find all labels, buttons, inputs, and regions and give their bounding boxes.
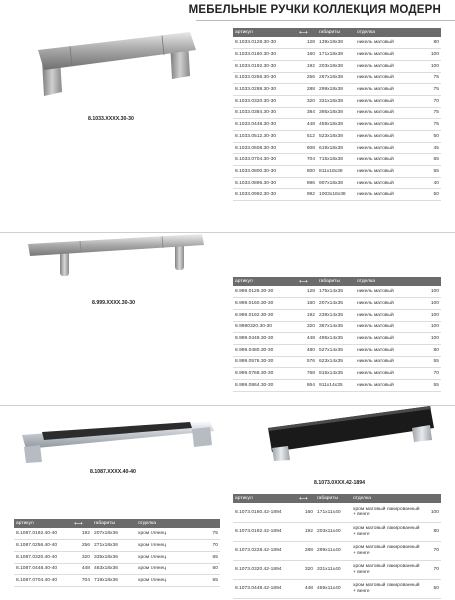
dimensions-cell: 495x14x35 xyxy=(317,333,355,345)
finish-cell: никель матовый xyxy=(355,298,421,310)
article-cell: 8.1033.0384.30-30 xyxy=(233,107,297,119)
finish-cell: хром матовый лакированный + венге xyxy=(351,503,423,522)
article-cell: 8.999.0448.30-30 xyxy=(233,333,297,345)
table-row xyxy=(233,84,441,96)
table-row xyxy=(233,560,441,579)
finish-cell: никель матовый xyxy=(355,84,421,96)
article-cell: 8.999.0160.30-30 xyxy=(233,298,297,310)
pack-qty-cell: 75 xyxy=(421,107,441,119)
article-cell: 8.999.0768.30-30 xyxy=(233,368,297,380)
centre-distance-cell: 288 xyxy=(297,84,317,96)
table-row xyxy=(233,166,441,178)
finish-cell: никель матовый xyxy=(355,37,421,49)
finish-cell: хром глянец xyxy=(136,528,202,540)
article-cell: 8.1033.0192.30-30 xyxy=(233,60,297,72)
pack-qty-cell: 100 xyxy=(421,309,441,321)
centre-distance-cell: 128 xyxy=(297,37,317,49)
finish-cell: никель матовый xyxy=(355,177,421,189)
centre-distance-cell: 320 xyxy=(72,551,92,563)
pack-qty-cell: 100 xyxy=(421,321,441,333)
finish-cell: никель матовый xyxy=(355,119,421,131)
dimensions-cell: 719x18x36 xyxy=(92,575,136,587)
dimensions-cell: 299x18x38 xyxy=(317,84,355,96)
centre-distance-cell: 160 xyxy=(297,503,315,522)
table-row xyxy=(14,563,220,575)
table-row xyxy=(233,60,441,72)
centre-distance-cell: 320 xyxy=(297,95,317,107)
dimensions-cell: 1003x18x38 xyxy=(317,189,355,201)
centre-distance-cell: 160 xyxy=(297,298,317,310)
dimensions-cell: 139x18x38 xyxy=(317,37,355,49)
table-row xyxy=(233,131,441,143)
finish-cell: хром глянец xyxy=(136,551,202,563)
article-cell: 8.1033.0320.30-30 xyxy=(233,95,297,107)
finish-cell: никель матовый xyxy=(355,356,421,368)
centre-distance-cell: 384 xyxy=(297,107,317,119)
table-row xyxy=(233,107,441,119)
dimensions-cell: 331x11x40 xyxy=(315,560,351,579)
article-cell: 8.1087.0320.40-40 xyxy=(14,551,72,563)
collection-caption-999: 8.999.XXXX.30-30 xyxy=(92,300,135,306)
collection-caption-1033: 8.1033.XXXX.30-30 xyxy=(88,116,134,122)
dimensions-cell: 171x18x38 xyxy=(317,49,355,61)
finish-cell: никель матовый xyxy=(355,166,421,178)
dimensions-cell: 527x14x35 xyxy=(317,344,355,356)
article-cell: 8.1033.0128.30-30 xyxy=(233,37,297,49)
dimensions-cell: 619x18x38 xyxy=(317,142,355,154)
pack-qty-cell: 80 xyxy=(421,344,441,356)
pack-qty-cell: 75 xyxy=(421,72,441,84)
handle-image-999 xyxy=(22,232,212,282)
dimensions-cell: 335x18x36 xyxy=(92,551,136,563)
finish-cell: никель матовый xyxy=(355,107,421,119)
dimensions-cell: 623x14x35 xyxy=(317,356,355,368)
finish-cell: хром матовый лакированный + венге xyxy=(351,541,423,560)
article-cell: 8.999.0192.30-30 xyxy=(233,309,297,321)
finish-cell: никель матовый xyxy=(355,60,421,72)
table-row xyxy=(233,380,441,392)
article-cell: 8.999.0576.30-30 xyxy=(233,356,297,368)
spec-table-1073 xyxy=(233,494,441,599)
table-row xyxy=(233,579,441,598)
handle-image-1033 xyxy=(30,30,205,100)
col-dims: габариты xyxy=(315,494,351,503)
article-cell: 8.1033.0288.30-30 xyxy=(233,84,297,96)
centre-distance-cell: 448 xyxy=(297,579,315,598)
article-cell: 8.999.0480.30-30 xyxy=(233,344,297,356)
col-finish: отделка xyxy=(351,494,423,503)
table-row xyxy=(233,154,441,166)
article-cell: 8.1073.0448.42-1894 xyxy=(233,579,297,598)
table-row xyxy=(233,286,441,298)
pack-qty-cell: 55 xyxy=(421,154,441,166)
finish-cell: никель матовый xyxy=(355,142,421,154)
dimensions-cell: 175x14x35 xyxy=(317,286,355,298)
article-cell: 8.1033.0800.30-30 xyxy=(233,166,297,178)
dimensions-cell: 331x18x38 xyxy=(317,95,355,107)
table-row xyxy=(14,575,220,587)
table-row xyxy=(233,119,441,131)
col-centre-icon: ⟷ xyxy=(72,519,92,528)
col-pack xyxy=(202,519,220,528)
centre-distance-cell: 896 xyxy=(297,177,317,189)
finish-cell: никель матовый xyxy=(355,368,421,380)
article-cell: 8.999.0128.30-30 xyxy=(233,286,297,298)
pack-qty-cell: 50 xyxy=(421,131,441,143)
table-row xyxy=(233,72,441,84)
dimensions-cell: 203x18x38 xyxy=(317,60,355,72)
finish-cell: хром матовый лакированный + венге xyxy=(351,560,423,579)
dimensions-cell: 267x18x38 xyxy=(317,72,355,84)
table-row xyxy=(233,298,441,310)
handle-image-1087 xyxy=(18,415,218,465)
dimensions-cell: 171x11x40 xyxy=(315,503,351,522)
col-finish: отделка xyxy=(355,277,421,286)
dimensions-cell: 367x14x35 xyxy=(317,321,355,333)
table-row xyxy=(233,309,441,321)
pack-qty-cell: 70 xyxy=(202,540,220,552)
spec-table-1033 xyxy=(233,28,441,201)
centre-distance-cell: 288 xyxy=(297,541,315,560)
article-cell: 8.1087.0704.40-40 xyxy=(14,575,72,587)
finish-cell: никель матовый xyxy=(355,131,421,143)
centre-distance-cell: 704 xyxy=(72,575,92,587)
finish-cell: никель матовый xyxy=(355,333,421,345)
table-row xyxy=(233,142,441,154)
centre-distance-cell: 192 xyxy=(297,309,317,321)
centre-distance-cell: 192 xyxy=(297,60,317,72)
dimensions-cell: 395x18x38 xyxy=(317,107,355,119)
table-row xyxy=(233,37,441,49)
spec-table-999 xyxy=(233,277,441,392)
centre-distance-cell: 864 xyxy=(297,380,317,392)
col-dims: габариты xyxy=(92,519,136,528)
pack-qty-cell: 100 xyxy=(423,503,441,522)
col-centre-icon: ⟷ xyxy=(297,494,315,503)
dimensions-cell: 239x14x35 xyxy=(317,309,355,321)
finish-cell: никель матовый xyxy=(355,380,421,392)
col-pack xyxy=(421,277,441,286)
table-row xyxy=(233,344,441,356)
pack-qty-cell: 100 xyxy=(421,286,441,298)
page-title: МЕБЕЛЬНЫЕ РУЧКИ КОЛЛЕКЦИЯ МОДЕРН xyxy=(188,4,441,16)
article-cell: 8.1033.0992.30-30 xyxy=(233,189,297,201)
centre-distance-cell: 320 xyxy=(297,321,317,333)
centre-distance-cell: 192 xyxy=(297,522,315,541)
centre-distance-cell: 992 xyxy=(297,189,317,201)
pack-qty-cell: 70 xyxy=(423,541,441,560)
article-cell: 8.1033.0608.30-30 xyxy=(233,142,297,154)
handle-image-1073 xyxy=(262,400,440,462)
finish-cell: никель матовый xyxy=(355,154,421,166)
table-row xyxy=(14,551,220,563)
article-cell: 8.1033.0256.30-30 xyxy=(233,72,297,84)
table-row xyxy=(233,333,441,345)
article-cell: 8.999.0864.30-30 xyxy=(233,380,297,392)
dimensions-cell: 459x18x38 xyxy=(317,119,355,131)
pack-qty-cell: 50 xyxy=(423,579,441,598)
dimensions-cell: 207x14x35 xyxy=(317,298,355,310)
centre-distance-cell: 480 xyxy=(297,344,317,356)
dimensions-cell: 459x11x40 xyxy=(315,579,351,598)
finish-cell: хром матовый лакированный + венге xyxy=(351,522,423,541)
table-row xyxy=(233,541,441,560)
article-cell: 8.1033.0896.30-30 xyxy=(233,177,297,189)
article-cell: 8.1073.0320.42-1894 xyxy=(233,560,297,579)
col-pack xyxy=(421,28,441,37)
finish-cell: хром глянец xyxy=(136,540,202,552)
pack-qty-cell: 60 xyxy=(202,563,220,575)
col-pack xyxy=(423,494,441,503)
dimensions-cell: 207x18x36 xyxy=(92,528,136,540)
dimensions-cell: 463x18x36 xyxy=(92,563,136,575)
pack-qty-cell: 55 xyxy=(202,575,220,587)
centre-distance-cell: 128 xyxy=(297,286,317,298)
dimensions-cell: 715x18x38 xyxy=(317,154,355,166)
finish-cell: хром глянец xyxy=(136,575,202,587)
centre-distance-cell: 512 xyxy=(297,131,317,143)
table-row xyxy=(233,321,441,333)
pack-qty-cell: 80 xyxy=(423,522,441,541)
pack-qty-cell: 55 xyxy=(421,356,441,368)
col-article: артикул xyxy=(14,519,72,528)
collection-caption-1087: 8.1087.XXXX.40-40 xyxy=(90,469,136,475)
article-cell: 8.1033.0160.30-30 xyxy=(233,49,297,61)
table-row xyxy=(233,522,441,541)
dimensions-cell: 271x18x36 xyxy=(92,540,136,552)
finish-cell: никель матовый xyxy=(355,72,421,84)
table-row xyxy=(233,189,441,201)
col-centre-icon: ⟷ xyxy=(297,277,317,286)
article-cell: 8.1073.0192.42-1894 xyxy=(233,522,297,541)
pack-qty-cell: 55 xyxy=(421,166,441,178)
finish-cell: хром глянец xyxy=(136,563,202,575)
finish-cell: никель матовый xyxy=(355,286,421,298)
centre-distance-cell: 768 xyxy=(297,368,317,380)
article-cell: 8.1087.0448.40-40 xyxy=(14,563,72,575)
article-cell: 8.1033.0448.30-30 xyxy=(233,119,297,131)
pack-qty-cell: 45 xyxy=(421,142,441,154)
centre-distance-cell: 800 xyxy=(297,166,317,178)
centre-distance-cell: 576 xyxy=(297,356,317,368)
col-article: артикул xyxy=(233,494,297,503)
finish-cell: хром матовый лакированный + венге xyxy=(351,579,423,598)
dimensions-cell: 203x11x40 xyxy=(315,522,351,541)
pack-qty-cell: 65 xyxy=(202,551,220,563)
spec-table-1087 xyxy=(14,519,220,587)
table-row xyxy=(14,528,220,540)
table-row xyxy=(233,95,441,107)
col-finish: отделка xyxy=(136,519,202,528)
pack-qty-cell: 75 xyxy=(421,119,441,131)
finish-cell: никель матовый xyxy=(355,95,421,107)
pack-qty-cell: 75 xyxy=(202,528,220,540)
pack-qty-cell: 80 xyxy=(421,37,441,49)
centre-distance-cell: 448 xyxy=(297,333,317,345)
centre-distance-cell: 256 xyxy=(297,72,317,84)
col-finish: отделка xyxy=(355,28,421,37)
article-cell: 8.1087.0192.40-40 xyxy=(14,528,72,540)
pack-qty-cell: 75 xyxy=(421,84,441,96)
dimensions-cell: 811x18x38 xyxy=(317,166,355,178)
pack-qty-cell: 40 xyxy=(421,177,441,189)
pack-qty-cell: 70 xyxy=(421,368,441,380)
col-dims: габариты xyxy=(317,28,355,37)
dimensions-cell: 907x18x38 xyxy=(317,177,355,189)
centre-distance-cell: 256 xyxy=(72,540,92,552)
pack-qty-cell: 70 xyxy=(423,560,441,579)
dimensions-cell: 911x14x35 xyxy=(317,380,355,392)
article-cell: 8.1087.0256.40-40 xyxy=(14,540,72,552)
article-cell: 8.1073.0160.42-1894 xyxy=(233,503,297,522)
col-centre-icon: ⟷ xyxy=(297,28,317,37)
col-article: артикул xyxy=(233,277,297,286)
pack-qty-cell: 100 xyxy=(421,298,441,310)
table-row xyxy=(233,177,441,189)
centre-distance-cell: 608 xyxy=(297,142,317,154)
centre-distance-cell: 448 xyxy=(297,119,317,131)
pack-qty-cell: 100 xyxy=(421,60,441,72)
pack-qty-cell: 100 xyxy=(421,49,441,61)
centre-distance-cell: 320 xyxy=(297,560,315,579)
pack-qty-cell: 55 xyxy=(421,380,441,392)
pack-qty-cell: 50 xyxy=(421,189,441,201)
col-dims: габариты xyxy=(317,277,355,286)
table-row xyxy=(233,356,441,368)
finish-cell: никель матовый xyxy=(355,344,421,356)
table-row xyxy=(233,503,441,522)
centre-distance-cell: 448 xyxy=(72,563,92,575)
article-cell: 8.1033.0704.30-30 xyxy=(233,154,297,166)
finish-cell: никель матовый xyxy=(355,49,421,61)
centre-distance-cell: 704 xyxy=(297,154,317,166)
title-underline xyxy=(196,20,455,21)
pack-qty-cell: 100 xyxy=(421,333,441,345)
table-row xyxy=(233,368,441,380)
pack-qty-cell: 70 xyxy=(421,95,441,107)
dimensions-cell: 299x11x40 xyxy=(315,541,351,560)
article-cell: 8.9990320.30-30 xyxy=(233,321,297,333)
table-row xyxy=(233,49,441,61)
article-cell: 8.1033.0512.30-30 xyxy=(233,131,297,143)
finish-cell: никель матовый xyxy=(355,189,421,201)
article-cell: 8.1073.0228.42-1894 xyxy=(233,541,297,560)
finish-cell: никель матовый xyxy=(355,321,421,333)
finish-cell: никель матовый xyxy=(355,309,421,321)
collection-caption-1073: 8.1073.0XXX.42-1894 xyxy=(314,480,366,486)
centre-distance-cell: 160 xyxy=(297,49,317,61)
centre-distance-cell: 192 xyxy=(72,528,92,540)
table-row xyxy=(14,540,220,552)
dimensions-cell: 523x18x38 xyxy=(317,131,355,143)
dimensions-cell: 815x14x35 xyxy=(317,368,355,380)
col-article: артикул xyxy=(233,28,297,37)
